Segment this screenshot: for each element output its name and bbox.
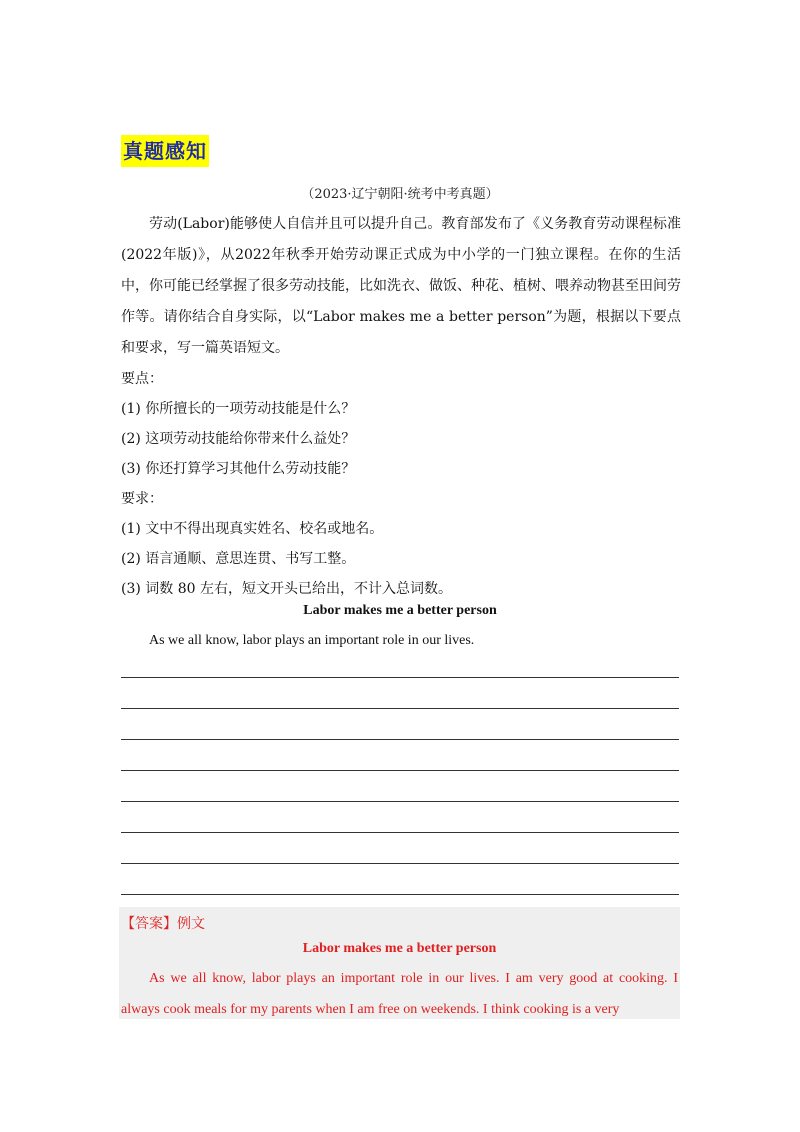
essay-title: Labor makes me a better person bbox=[303, 603, 497, 618]
writing-line bbox=[121, 739, 679, 770]
writing-line bbox=[121, 708, 679, 739]
essay-opening-sentence: As we all know, labor plays an important role in our lives. bbox=[149, 633, 475, 648]
writing-prompt: 劳动(Labor)能够使人自信并且可以提升自己。教育部发布了《义务教育劳动课程标准(2022年版)》，从2022年秋季开始劳动课正式成为中小学的一门独立课程。在你的生活中，你可能已经掌握了很多劳动技能，比如洗衣、做饭、种花、植树、喂养动物甚至田间劳作等。请你结合自身实际，以“Labor makes me a better person”为题，根据以下要点和要求，写一篇英语短文。 bbox=[121, 216, 681, 356]
points-and-requirements bbox=[121, 364, 681, 604]
writing-line bbox=[121, 770, 679, 801]
question-source: （2023·辽宁朝阳·统考中考真题） bbox=[301, 187, 499, 202]
answer-writing-lines bbox=[121, 677, 679, 925]
answer-essay-title: Labor makes me a better person bbox=[302, 941, 497, 956]
answer-essay-body: As we all know, labor plays an important role in our lives. I am very good at cooking. I always cook meals for my parents when I am free on weekends. I think cooking is a very bbox=[121, 971, 678, 1017]
points-label: 要点： bbox=[121, 371, 163, 387]
writing-line bbox=[121, 801, 679, 832]
writing-line bbox=[121, 677, 679, 708]
requirement-item: (3) 词数 80 左右，短文开头已给出，不计入总词数。 bbox=[121, 581, 452, 597]
requirement-item: (2) 语言通顺、意思连贯、书写工整。 bbox=[121, 551, 356, 567]
answer-section bbox=[119, 907, 680, 1019]
writing-line bbox=[121, 832, 679, 863]
requirement-item: (1) 文中不得出现真实姓名、校名或地名。 bbox=[121, 521, 384, 537]
point-item: (2) 这项劳动技能给你带来什么益处？ bbox=[121, 431, 356, 447]
requirements-label: 要求： bbox=[121, 491, 163, 507]
writing-line bbox=[121, 863, 679, 894]
point-item: (1) 你所擅长的一项劳动技能是什么？ bbox=[121, 401, 356, 417]
section-heading: 真题感知 bbox=[121, 135, 209, 167]
answer-label: 【答案】例文 bbox=[121, 916, 205, 932]
point-item: (3) 你还打算学习其他什么劳动技能？ bbox=[121, 461, 356, 477]
